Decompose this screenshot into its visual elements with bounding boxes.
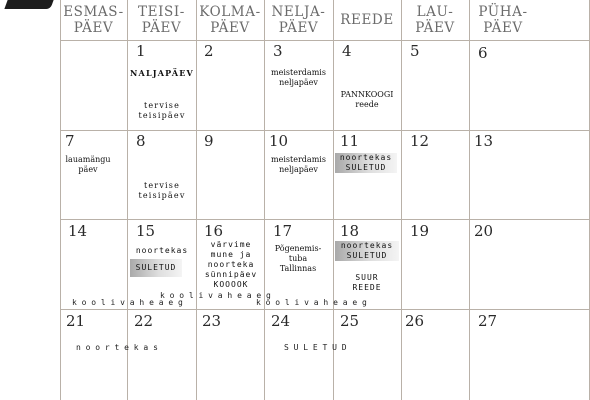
banner-koolivaheaeg: k o o l i v a h e a e g <box>256 298 367 307</box>
day-number: 20 <box>474 222 494 240</box>
day-number: 3 <box>273 42 283 60</box>
event-pogenemistuba: Põgenemis- tuba Tallinnas <box>274 244 322 273</box>
grid-line <box>60 219 590 220</box>
weekday-header-thursday: NELJA- PÄEV <box>271 4 326 36</box>
event-tervise-teisipaev: tervise teisipäev <box>138 181 186 200</box>
grid-line <box>401 0 402 400</box>
weekday-header-monday: ESMAS- PÄEV <box>63 4 124 36</box>
event-varvime-mune: värvime mune ja noorteka sünnipäev KOOOOK <box>204 240 258 289</box>
calendar <box>60 0 590 400</box>
event-meisterdamis-neljapaev: meisterdamis neljapäev <box>271 155 326 174</box>
event-noortekas: noortekas <box>135 246 189 255</box>
day-number: 5 <box>410 42 420 60</box>
day-number: 14 <box>68 222 88 240</box>
banner-koolivaheaeg: k o o l i v a h e a e g <box>72 298 183 307</box>
grid-line <box>469 0 470 400</box>
event-pannkoogi-reede: PANNKOOGI reede <box>340 90 394 109</box>
day-number: 23 <box>202 312 222 330</box>
day-number: 21 <box>66 312 86 330</box>
day-number: 9 <box>204 132 214 150</box>
event-lauamangu-paev: lauamängu päev <box>65 155 111 174</box>
day-number: 16 <box>204 222 224 240</box>
day-number: 18 <box>340 222 360 240</box>
day-number: 17 <box>273 222 293 240</box>
day-number: 13 <box>474 132 494 150</box>
event-noortekas-suletud: noortekas SULETUD <box>335 153 397 173</box>
day-number: 26 <box>405 312 425 330</box>
grid-line <box>60 0 61 400</box>
day-number: 6 <box>478 44 488 62</box>
grid-line <box>60 309 590 310</box>
grid-line <box>60 130 590 131</box>
day-number: 27 <box>478 312 498 330</box>
weekday-header-sunday: PÜHA- PÄEV <box>478 4 528 36</box>
day-number: 24 <box>271 312 291 330</box>
event-noortekas-suletud: noortekas SULETUD <box>335 241 399 261</box>
grid-line <box>333 0 334 400</box>
day-number: 12 <box>410 132 430 150</box>
day-number: 22 <box>134 312 154 330</box>
weekday-header-tuesday: TEISI- PÄEV <box>138 4 185 36</box>
weekday-header-friday: REEDE <box>340 12 394 28</box>
event-naljapaev: NALJAPÄEV <box>130 68 194 78</box>
day-number: 25 <box>340 312 360 330</box>
banner-suletud: S U L E T U D <box>284 343 347 352</box>
day-number: 11 <box>340 132 360 150</box>
day-number: 7 <box>65 132 75 150</box>
banner-koolivaheaeg: k o o l i v a h e a e g <box>160 291 271 300</box>
day-number: 1 <box>136 42 146 60</box>
grid-line <box>264 0 265 400</box>
weekday-header-wednesday: KOLMA- PÄEV <box>199 4 261 36</box>
event-meisterdamis-neljapaev: meisterdamis neljapäev <box>271 68 326 87</box>
day-number: 8 <box>136 132 146 150</box>
weekday-header-saturday: LAU- PÄEV <box>415 4 455 36</box>
brand-mark <box>4 0 53 9</box>
grid-line <box>60 40 590 41</box>
day-number: 19 <box>410 222 430 240</box>
event-tervise-teisipaev: tervise teisipäev <box>138 101 186 120</box>
event-suletud: SULETUD <box>130 259 182 277</box>
day-number: 2 <box>204 42 214 60</box>
day-number: 10 <box>269 132 289 150</box>
day-number: 15 <box>136 222 156 240</box>
event-suur-reede: SUUR REEDE <box>352 273 382 292</box>
grid-line <box>196 0 197 400</box>
banner-noortekas: n o o r t e k a s <box>76 343 158 352</box>
day-number: 4 <box>342 42 352 60</box>
